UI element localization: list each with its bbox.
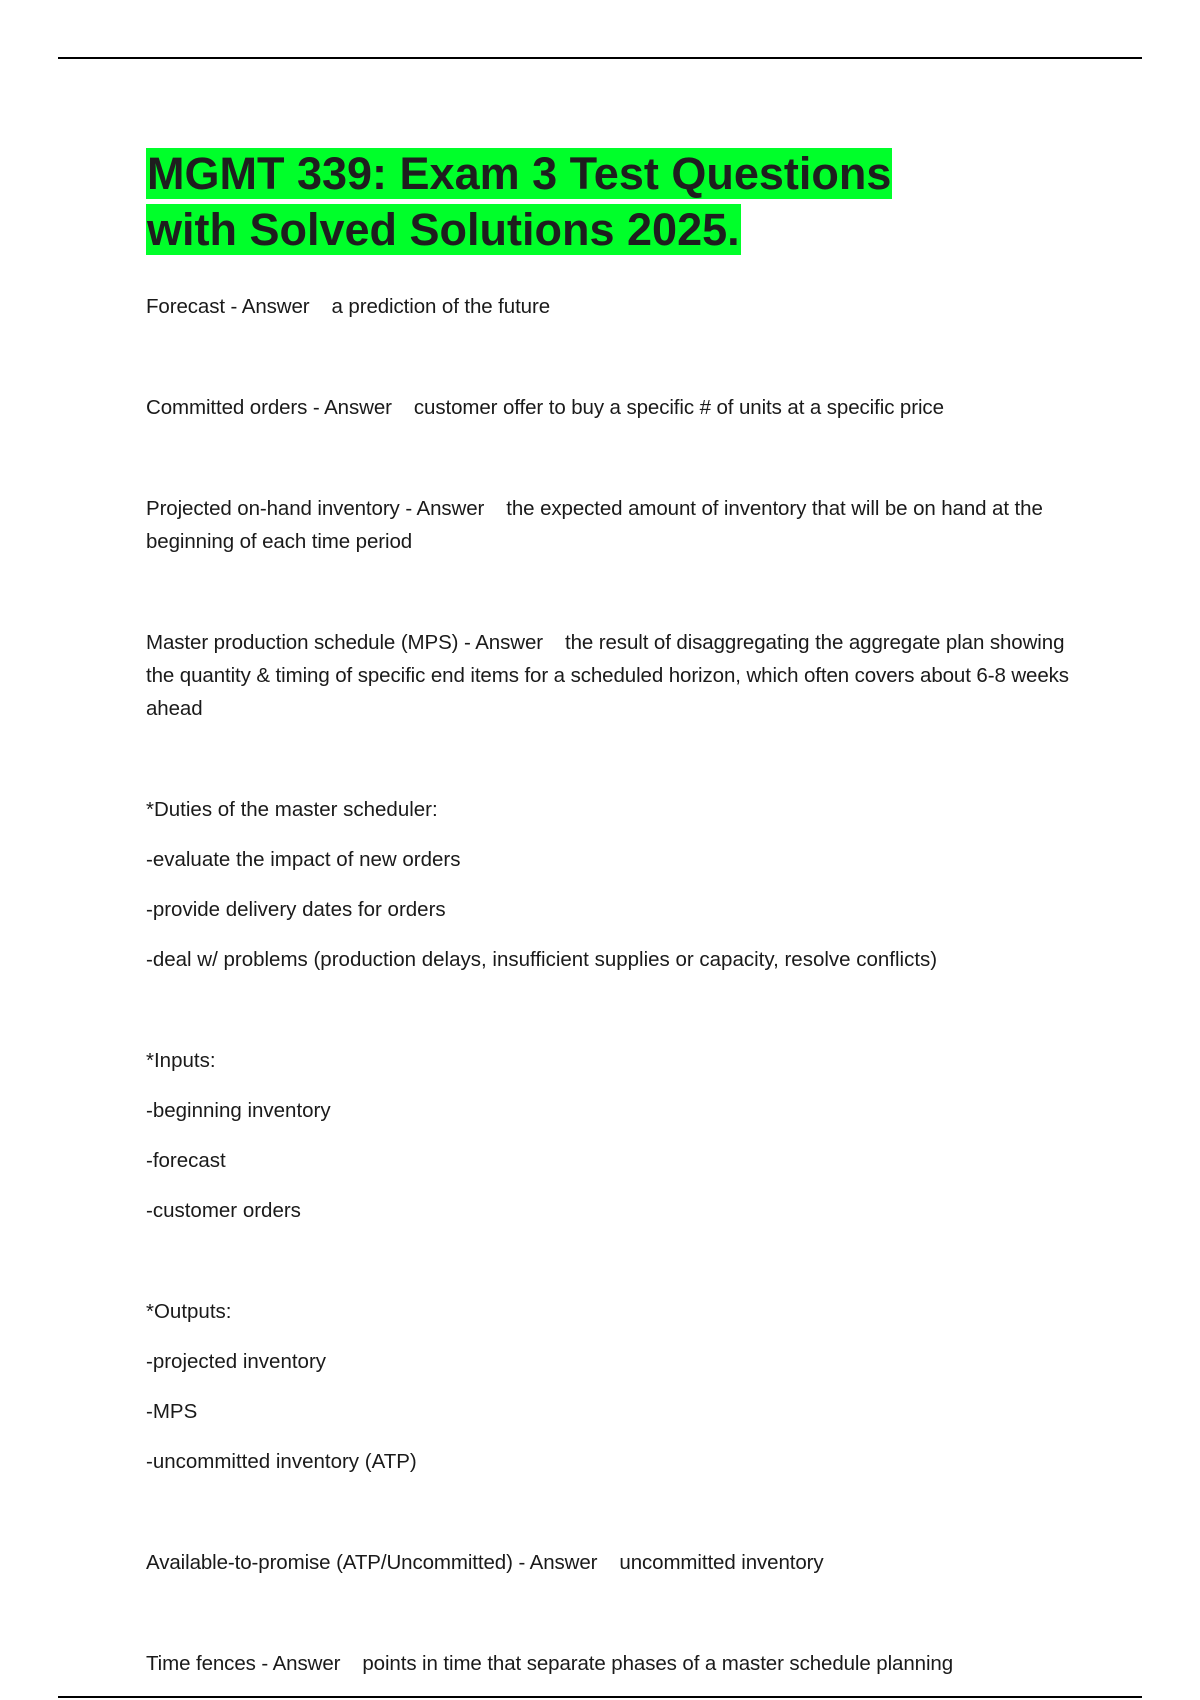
qa-entry-committed-orders: Committed orders - Answer customer offer to buy a specific # of units at a specific price xyxy=(146,396,944,419)
duties-item: -provide delivery dates for orders xyxy=(146,898,446,921)
entry-definition: a prediction of the future xyxy=(331,295,551,318)
entry-term: Available-to-promise (ATP/Uncommitted) xyxy=(146,1551,513,1574)
entry-term: Time fences xyxy=(146,1652,256,1675)
inputs-heading: *Inputs: xyxy=(146,1049,216,1072)
qa-entry-forecast: Forecast - Answer a prediction of the future xyxy=(146,295,551,318)
top-divider xyxy=(58,57,1142,59)
entry-definition: points in time that separate phases of a master schedule planning xyxy=(362,1652,954,1675)
entry-term: Committed orders xyxy=(146,396,308,419)
qa-entry-mps: Master production schedule (MPS) - Answer the result of disaggregating the aggregate plan showing the quantity & timing of specific end items for a scheduled horizon, which often covers about 6-8 weeks ahead xyxy=(146,631,1069,720)
outputs-heading: *Outputs: xyxy=(146,1300,232,1323)
entry-definition: customer offer to buy a specific # of units at a specific price xyxy=(413,396,944,419)
entry-term: Projected on-hand inventory xyxy=(146,497,400,520)
outputs-section xyxy=(146,1295,1096,1478)
entry-answer-label: Answer xyxy=(416,497,485,520)
entry-definition: the expected amount of inventory that will be on hand at the beginning of each time period xyxy=(146,497,1043,553)
entry-answer-label: Answer xyxy=(529,1551,598,1574)
outputs-item: -uncommitted inventory (ATP) xyxy=(146,1450,417,1473)
qa-entries xyxy=(146,290,1096,1680)
qa-entry-atp: Available-to-promise (ATP/Uncommitted) - Answer uncommitted inventory xyxy=(146,1551,824,1574)
entry-answer-label: Answer xyxy=(241,295,310,318)
entry-definition: the result of disaggregating the aggregate plan showing the quantity & timing of specific end items for a scheduled horizon, which often covers about 6-8 weeks ahead xyxy=(146,631,1069,720)
bottom-divider xyxy=(58,1696,1142,1698)
qa-entry-time-fences: Time fences - Answer points in time that separate phases of a master schedule planning xyxy=(146,1652,954,1675)
entry-answer-label: Answer xyxy=(475,631,543,654)
inputs-item: -beginning inventory xyxy=(146,1099,331,1122)
outputs-item: -projected inventory xyxy=(146,1350,327,1373)
title-line-1: MGMT 339: Exam 3 Test Questions xyxy=(147,148,892,199)
duties-heading: *Duties of the master scheduler: xyxy=(146,798,438,821)
document-body xyxy=(146,146,1096,1680)
qa-entry-projected-inventory: Projected on-hand inventory - Answer the expected amount of inventory that will be on hand at the beginning of each time period xyxy=(146,497,1043,553)
duties-item: -deal w/ problems (production delays, insufficient supplies or capacity, resolve conflicts) xyxy=(146,948,938,971)
document-title xyxy=(146,146,1096,258)
entry-term: Forecast xyxy=(146,295,225,318)
duties-section xyxy=(146,793,1096,976)
title-line-2: with Solved Solutions 2025. xyxy=(147,204,740,255)
inputs-section xyxy=(146,1044,1096,1227)
inputs-item: -forecast xyxy=(146,1149,226,1172)
outputs-item: -MPS xyxy=(146,1400,198,1423)
inputs-item: -customer orders xyxy=(146,1199,301,1222)
entry-answer-label: Answer xyxy=(324,396,392,419)
entry-term: Master production schedule (MPS) xyxy=(146,631,459,654)
title-highlight xyxy=(146,148,892,255)
duties-item: -evaluate the impact of new orders xyxy=(146,848,461,871)
entry-definition: uncommitted inventory xyxy=(619,1551,824,1574)
entry-answer-label: Answer xyxy=(272,1652,341,1675)
